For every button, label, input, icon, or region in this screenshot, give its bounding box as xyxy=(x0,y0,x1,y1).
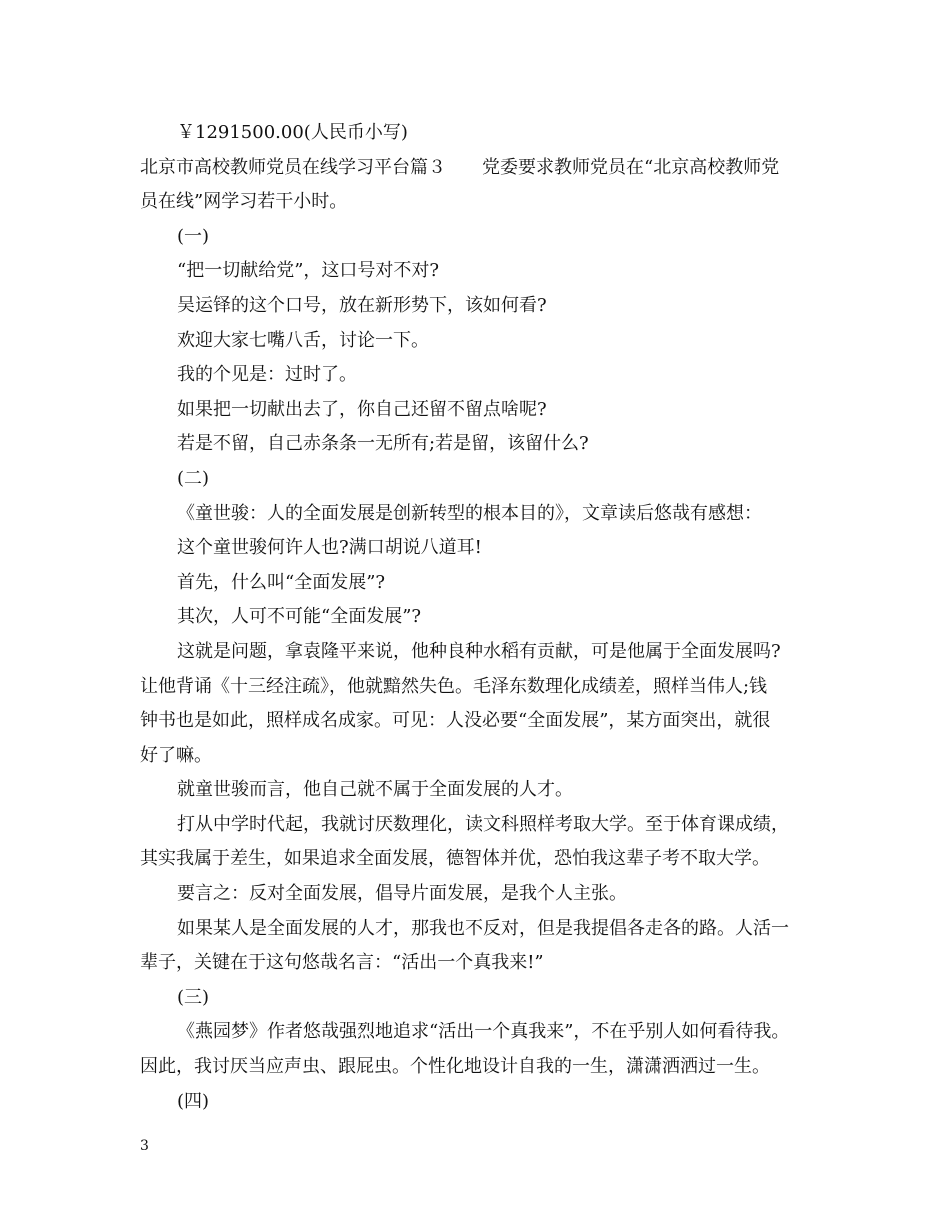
text-line: 让他背诵《十三经注疏》，他就黯然失色。毛泽东数理化成绩差，照样当伟人;钱 xyxy=(140,675,768,697)
text-line: 《燕园梦》作者悠哉强烈地追求“活出一个真我来”，不在乎别人如何看待我。 xyxy=(177,1021,790,1043)
document-body xyxy=(140,116,830,1119)
text-line: 钟书也是如此，照样成名成家。可见：人没必要“全面发展”，某方面突出，就很 xyxy=(140,710,771,732)
text-line: 《童世骏：人的全面发展是创新转型的根本目的》，文章读后悠哉有感想： xyxy=(177,502,762,524)
text-line: 员在线”网学习若干小时。 xyxy=(140,191,348,213)
section-marker: (四) xyxy=(177,1090,210,1112)
text-line: 辈子，关键在于这句悠哉名言：“活出一个真我来!” xyxy=(140,952,544,974)
text-line: 打从中学时代起，我就讨厌数理化，读文科照样考取大学。至于体育课成绩， xyxy=(177,813,789,835)
section-marker: (三) xyxy=(177,986,210,1008)
text-line: “把一切献给党”，这口号对不对? xyxy=(177,260,440,282)
section-marker: (二) xyxy=(177,467,210,489)
text-line: 我的个见是：过时了。 xyxy=(177,364,357,386)
text-line: 好了嘛。 xyxy=(140,744,212,766)
text-line: 吴运铎的这个口号，放在新形势下，该如何看? xyxy=(177,294,547,316)
page-number: 3 xyxy=(140,1138,149,1154)
text-line: 这个童世骏何许人也?满口胡说八道耳! xyxy=(177,537,482,559)
text-line: 如果把一切献出去了，你自己还留不留点啥呢? xyxy=(177,398,547,420)
text-line: 因此，我讨厌当应声虫、跟屁虫。个性化地设计自我的一生，潇潇洒洒过一生。 xyxy=(140,1056,770,1078)
text-line: 要言之：反对全面发展，倡导片面发展，是我个人主张。 xyxy=(177,883,627,905)
text-line: 其实我属于差生，如果追求全面发展，德智体并优，恐怕我这辈子考不取大学。 xyxy=(140,848,770,870)
heading-line: 北京市高校教师党员在线学习平台篇３ 党委要求教师党员在“北京高校教师党 xyxy=(140,156,780,178)
text-line: 欢迎大家七嘴八舌，讨论一下。 xyxy=(177,329,429,351)
text-line: 首先，什么叫“全面发展”? xyxy=(177,571,386,593)
text-line: 其次，人可不可能“全面发展”? xyxy=(177,606,422,628)
amount-line: ￥1291500.00(人民币小写) xyxy=(177,122,408,143)
section-marker: (一) xyxy=(177,225,210,247)
text-line: 这就是问题，拿袁隆平来说，他种良种水稻有贡献，可是他属于全面发展吗? xyxy=(177,640,781,662)
text-line: 如果某人是全面发展的人才，那我也不反对，但是我提倡各走各的路。人活一 xyxy=(177,917,789,939)
text-line: 若是不留，自己赤条条一无所有;若是留，该留什么? xyxy=(177,433,589,455)
text-line: 就童世骏而言，他自己就不属于全面发展的人才。 xyxy=(177,779,573,801)
